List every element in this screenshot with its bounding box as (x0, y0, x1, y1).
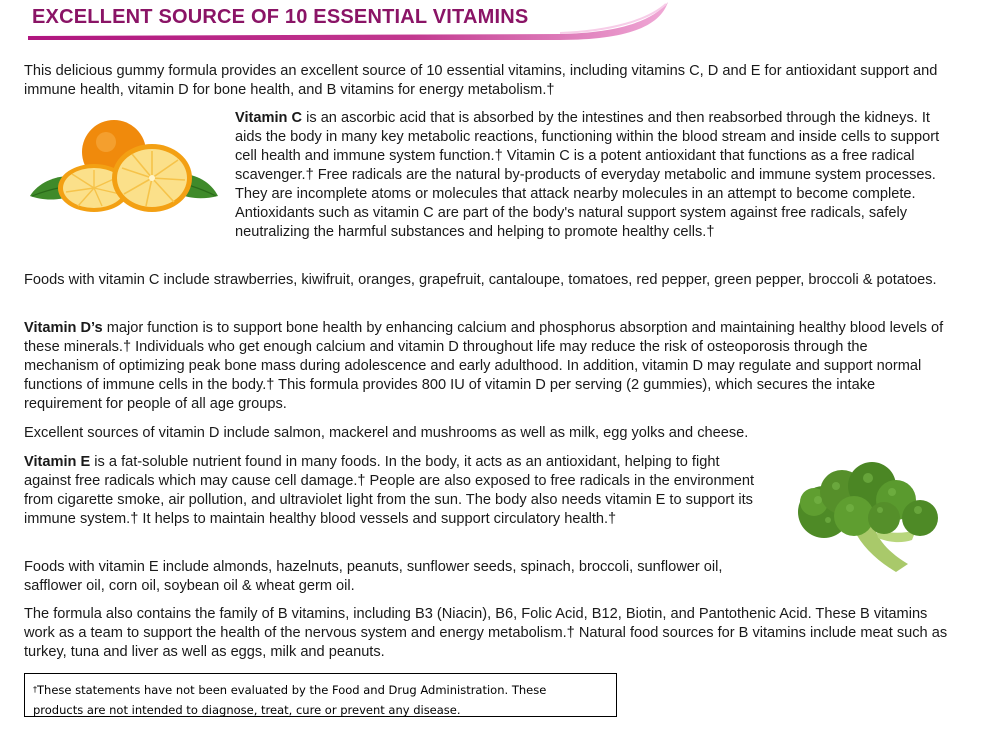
vitamin-d-paragraph (24, 319, 944, 414)
dagger-mark: † (33, 685, 37, 694)
disclaimer-line-1 (33, 680, 608, 700)
disclaimer-line-2: products are not intended to diagnose, treat, cure or prevent any disease. (33, 703, 461, 717)
vitamin-d-foods: Excellent sources of vitamin D include salmon, mackerel and mushrooms as well as milk, egg yolks and cheese. (24, 425, 749, 441)
vitamin-c-text: is an ascorbic acid that is absorbed by the intestines and then reabsorbed through the kidneys. It aids the body in many key metabolic reactions, functioning within the blood stream and inside cells to support cell health and immune system function.† Vitamin C is a potent antioxidant that functions as a free radical scavenger.† Free radicals are the natural by-products of everyday metabolic and immune system processes. They are incomplete atoms or molecules that attack nearby molecules in an attempt to become complete. Antioxidants such as vitamin C are part of the body's natural support system against free radicals, safely neutralizing the harmful substances and helping to promote healthy cells.† (235, 110, 940, 240)
vitamin-d-text: major function is to support bone health by enhancing calcium and phosphorus absorption and maintaining healthy blood levels of these minerals.† Individuals who get enough calcium and vitamin D throughout life may reduce the risk of osteoporosis through the mechanism of optimizing peak bone mass during adolescence and early adulthood. In addition, vitamin D may regulate and support normal functions of immune cells in the body.† This formula provides 800 IU of vitamin D per serving (2 gummies), which secures the intake requirement for people of all age groups. (24, 320, 944, 412)
vitamin-c-paragraph (235, 109, 940, 242)
vitamin-b-paragraph: The formula also contains the family of B vitamins, including B3 (Niacin), B6, Folic Acid, B12, Biotin, and Pantothenic Acid. These B vitamins work as a team to support the health of the nervous system and energy metabolism.† Natural food sources for B vitamins include meat such as turkey, tuna and liver as well as eggs, milk and peanuts. (24, 606, 948, 660)
vitamin-e-text: is a fat-soluble nutrient found in many foods. In the body, it acts as an antioxidant, helping to fight against free radicals which may cause cell damage.† People are also exposed to free radicals in the environment from cigarette smoke, air pollution, and ultraviolet light from the sun. The body also needs vitamin E to support its immune system.† It helps to maintain healthy blood vessels and support circulatory health.† (24, 454, 755, 527)
vitamin-c-foods: Foods with vitamin C include strawberries, kiwifruit, oranges, grapefruit, cantaloupe, tomatoes, red pepper, green pepper, broccoli & potatoes. (24, 272, 937, 288)
fda-disclaimer-box (24, 673, 617, 717)
vitamin-e-name: Vitamin E (24, 454, 91, 470)
orange-image-icon (22, 118, 222, 218)
vitamin-c-name: Vitamin C (235, 110, 303, 126)
page-title: EXCELLENT SOURCE OF 10 ESSENTIAL VITAMINS (32, 6, 529, 28)
vitamin-e-paragraph (24, 453, 759, 529)
intro-paragraph: This delicious gummy formula provides an excellent source of 10 essential vitamins, including vitamins C, D and E for antioxidant support and immune health, vitamin D for bone health, and B vitamins for energy metabolism.† (24, 63, 938, 98)
disclaimer-text-1: These statements have not been evaluated by the Food and Drug Administration. These (37, 683, 547, 697)
vitamin-d-name: Vitamin D’s (24, 320, 103, 336)
broccoli-image-icon (784, 460, 944, 580)
vitamin-e-foods: Foods with vitamin E include almonds, hazelnuts, peanuts, sunflower seeds, spinach, broccoli, sunflower oil, safflower oil, corn oil, soybean oil & wheat germ oil. (24, 559, 723, 594)
page-header (0, 0, 990, 44)
